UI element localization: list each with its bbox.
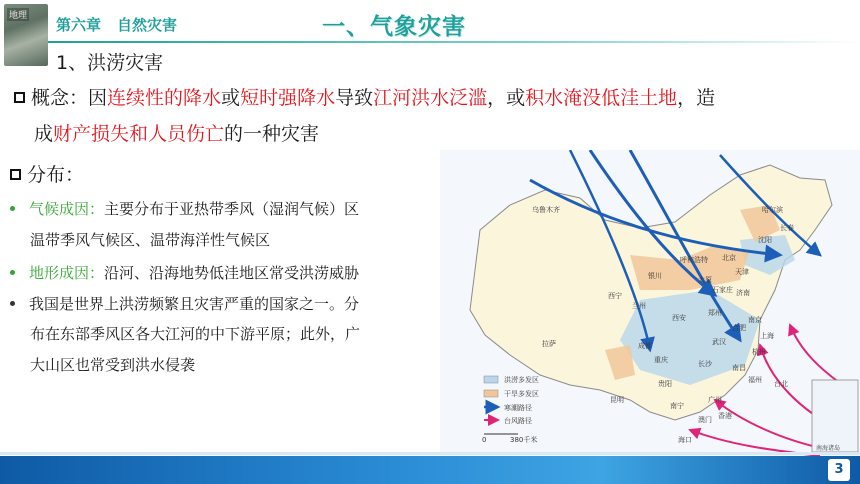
bullet-dot-icon <box>10 301 15 306</box>
distribution-label: 分布： <box>27 164 85 186</box>
bullet-text: 温带季风气候区、温带海洋性气候区 <box>30 231 271 249</box>
city-label: 长沙 <box>698 360 712 368</box>
bullet-label: 地形成因： <box>29 264 105 282</box>
concept-text: 因 <box>88 87 108 109</box>
concept-text: 导致 <box>335 87 374 109</box>
city-label: 银川 <box>648 272 662 280</box>
concept-highlight: 短时强降水 <box>240 87 336 109</box>
concept-text: 的一种灾害 <box>224 123 320 145</box>
map-legend <box>482 375 539 444</box>
bullet-text: 布在东部季风区各大江河的中下游平原；此外，广 <box>30 325 361 343</box>
bullet-climate-cont <box>30 226 270 254</box>
square-bullet-icon <box>10 169 21 180</box>
concept-highlight: 积水淹没低洼土地 <box>525 87 678 109</box>
city-label: 南京 <box>748 316 762 324</box>
city-label: 北京 <box>722 254 736 262</box>
city-label: 南昌 <box>732 364 746 372</box>
city-label: 澳门 <box>698 416 712 424</box>
chapter-heading <box>56 14 193 35</box>
city-label: 南宁 <box>670 402 684 410</box>
city-label: 南海诸岛 <box>816 445 841 452</box>
city-label: 长春 <box>780 224 794 232</box>
legend-label: 寒潮路径 <box>504 404 532 412</box>
city-label: 郑州 <box>708 309 722 317</box>
city-label: 杭州 <box>752 348 766 356</box>
city-label: 福州 <box>748 376 762 384</box>
city-label: 济南 <box>736 289 750 297</box>
logo-text: 地理 <box>7 8 29 21</box>
distribution-heading <box>10 160 84 187</box>
city-label: 西宁 <box>608 292 622 300</box>
bullet-text: 大山区也常受到洪水侵袭 <box>30 356 196 374</box>
section-title: 一、气象灾害 <box>322 14 466 40</box>
bullet-dot-icon <box>10 270 15 275</box>
bullet-terrain <box>10 259 359 287</box>
legend-label: 干旱多发区 <box>504 390 539 398</box>
scale-label: 380千米 <box>510 436 538 444</box>
concept-line-1 <box>14 84 715 112</box>
chapter-number: 第六章 <box>56 16 102 34</box>
city-label: 拉萨 <box>542 340 556 348</box>
south-china-sea-inset <box>812 380 858 452</box>
city-label: 上海 <box>760 332 774 340</box>
concept-highlight: 江河洪水泛滥 <box>373 87 488 109</box>
city-label: 西安 <box>672 314 686 322</box>
bullet-climate <box>10 195 359 223</box>
city-label: 兰州 <box>632 302 646 310</box>
city-label: 沈阳 <box>758 236 772 244</box>
legend-swatch-drought <box>484 390 498 397</box>
concept-text: 或 <box>221 87 241 109</box>
city-label: 呼和浩特 <box>680 256 708 264</box>
concept-text: 成 <box>34 123 54 145</box>
header-divider <box>48 41 860 43</box>
legend-label: 台风路径 <box>504 417 532 425</box>
page-number: 3 <box>828 459 850 481</box>
concept-label: 概念： <box>31 87 89 109</box>
city-label: 石家庄 <box>712 286 733 294</box>
city-label: 太原 <box>698 276 712 284</box>
china-disaster-map <box>440 150 860 456</box>
bullet-china-cont-2 <box>30 351 195 379</box>
bullet-china <box>10 290 359 318</box>
city-label: 海口 <box>678 436 692 444</box>
chapter-name: 自然灾害 <box>117 16 178 34</box>
city-label: 昆明 <box>610 396 624 404</box>
concept-text: ，或 <box>487 87 526 109</box>
city-label: 台北 <box>774 380 788 388</box>
city-label: 武汉 <box>712 338 726 346</box>
concept-text: ，造 <box>677 87 716 109</box>
city-label: 成都 <box>638 342 652 350</box>
legend-swatch-flood <box>484 376 498 383</box>
scale-zero: 0 <box>482 436 487 444</box>
city-label: 天津 <box>735 268 749 276</box>
bullet-text: 沿河、沿海地势低洼地区常受洪涝威胁 <box>104 264 360 282</box>
footer-divider <box>0 452 860 455</box>
city-label: 乌鲁木齐 <box>532 206 560 214</box>
concept-highlight: 连续性的降水 <box>107 87 222 109</box>
legend-label: 洪涝多发区 <box>504 376 539 384</box>
textbook-logo <box>4 4 48 66</box>
bullet-china-cont <box>30 320 360 348</box>
city-label: 哈尔滨 <box>762 206 783 214</box>
concept-highlight: 财产损失和人员伤亡 <box>53 123 225 145</box>
square-bullet-icon <box>14 92 25 103</box>
concept-line-2 <box>34 120 319 148</box>
bullet-label: 气候成因： <box>29 200 105 218</box>
bullet-dot-icon <box>10 206 15 211</box>
footer-bar <box>0 456 860 484</box>
city-label: 广州 <box>708 396 722 404</box>
subtitle: 1、洪涝灾害 <box>56 52 164 74</box>
city-label: 合肥 <box>732 324 746 332</box>
bullet-text: 主要分布于亚热带季风（湿润气候）区 <box>104 200 360 218</box>
bullet-text: 我国是世界上洪涝频繁且灾害严重的国家之一。分 <box>29 295 360 313</box>
city-label: 重庆 <box>654 356 668 364</box>
city-label: 贵阳 <box>658 380 672 388</box>
city-label: 香港 <box>718 412 732 420</box>
